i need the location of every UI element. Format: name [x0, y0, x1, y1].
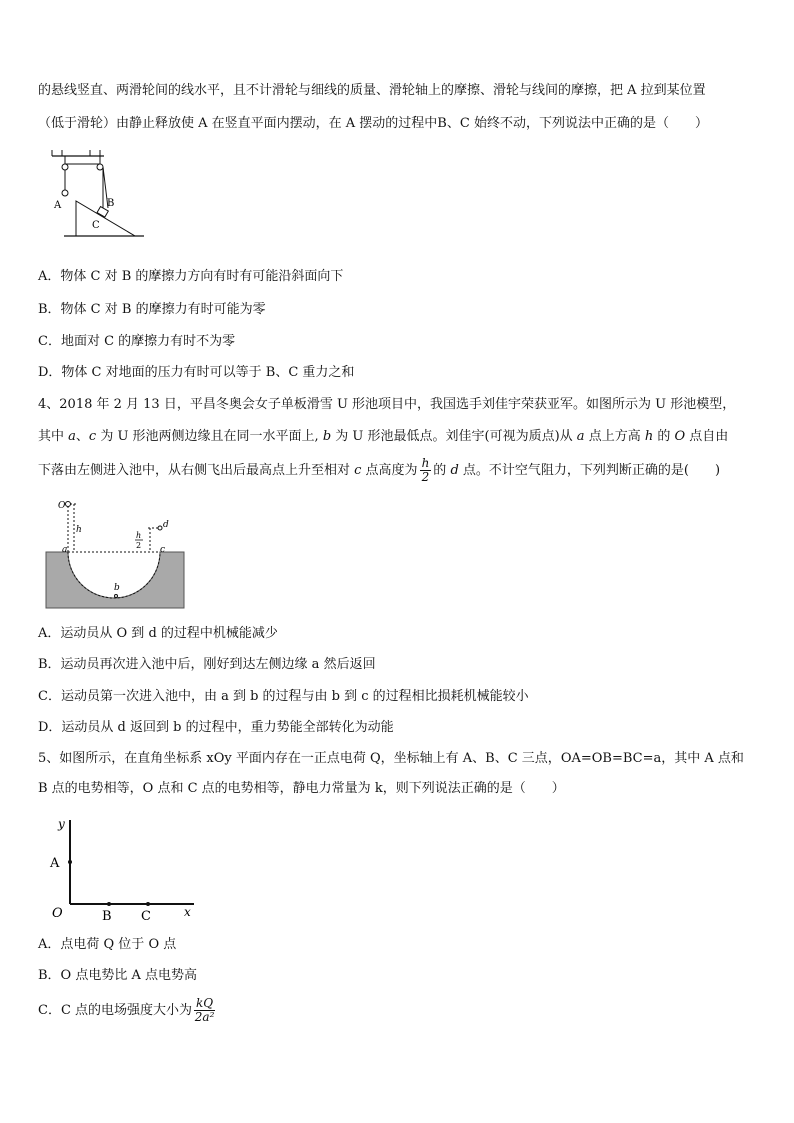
q3-stem-line2: （低于滑轮）由静止释放使 A 在竖直平面内摆动，在 A 摆动的过程中B、C 始终不动，下列说法中正确的是（ ）: [38, 116, 708, 131]
q4-figure-u-pool: [44, 494, 186, 610]
q5-option-a: A．点电荷 Q 位于 O 点: [38, 937, 177, 952]
q5-option-c: C．C 点的电场强度大小为 $\frac{kQ}{\text{2a²}}$: [38, 996, 215, 1024]
q4-stem-line3: 下落由左侧进入池中，从右侧飞出后最高点上升至相对 c 点高度为 $\frac{h}{2}$ 的 d 点。不计空气阻力，下列判断正确的是( ): [38, 456, 721, 484]
q5-label-a: A: [50, 856, 60, 871]
q4-label-o: O: [58, 501, 66, 511]
q4-label-h2-num: h: [136, 531, 142, 540]
q3-option-d: D．物体 C 对地面的压力有时可以等于 B、C 重力之和: [38, 365, 355, 380]
q3-figure-pulley-incline: [40, 148, 150, 243]
q4-label-d: d: [163, 520, 169, 530]
q5-label-c: C: [141, 909, 151, 924]
q4-option-a: A．运动员从 O 到 d 的过程中机械能减少: [38, 626, 278, 641]
q5-fraction-kq: $\frac{kQ}{\text{2a²}}$: [194, 996, 215, 1024]
q3-option-a: A．物体 C 对 B 的摩擦力方向有时有可能沿斜面向下: [38, 269, 344, 284]
q4-option-b: B．运动员再次进入池中后，刚好到达左侧边缘 a 然后返回: [38, 657, 376, 672]
q3-label-b: B: [107, 198, 115, 209]
q4-option-d: D．运动员从 d 返回到 b 的过程中，重力势能全部转化为动能: [38, 720, 394, 735]
q5-label-b: B: [102, 909, 112, 924]
q4-option-c: C．运动员第一次进入池中，由 a 到 b 的过程与由 b 到 c 的过程相比损耗机械能较小: [38, 689, 529, 704]
q5-option-b: B．O 点电势比 A 点电势高: [38, 968, 197, 983]
q5-label-x: x: [184, 905, 191, 919]
q4-stem-line2: 其中 a、c 为 U 形池两侧边缘且在同一水平面上, b 为 U 形池最低点。刘佳宇(可视为质点)从 a 点上方高 h 的 O 点自由: [38, 429, 729, 444]
q3-option-b: B．物体 C 对 B 的摩擦力有时可能为零: [38, 302, 266, 317]
q3-option-c: C．地面对 C 的摩擦力有时不为零: [38, 334, 236, 349]
q3-label-a: A: [54, 200, 62, 211]
q5-stem-line1: 5、如图所示，在直角坐标系 xOy 平面内存在一正点电荷 Q，坐标轴上有 A、B、C 三点，OA=OB=BC=a，其中 A 点和: [38, 751, 744, 766]
q5-label-y: y: [58, 817, 65, 831]
q4-label-b: b: [114, 583, 120, 593]
q4-label-c: c: [160, 545, 166, 555]
q5-stem-line2: B 点的电势相等，O 点和 C 点的电势相等，静电力常量为 k，则下列说法正确的是（ ）: [38, 781, 565, 796]
q4-label-a: a: [62, 545, 68, 555]
q4-stem-line1: 4、2018 年 2 月 13 日，平昌冬奥会女子单板滑雪 U 形池项目中，我国选手刘佳宇荣获亚军。如图所示为 U 形池模型，: [38, 397, 736, 412]
q4-fraction-h-over-2: $\frac{h}{2}$: [421, 456, 430, 484]
q3-stem-line1: 的悬线竖直、两滑轮间的线水平，且不计滑轮与细线的质量、滑轮轴上的摩擦、滑轮与线间的摩擦，把 A 拉到某位置: [38, 83, 706, 98]
q4-label-h2-den: 2: [136, 541, 142, 550]
q5-figure-coordinate-axes: [44, 812, 200, 924]
q3-label-c: C: [92, 220, 100, 231]
q4-label-h: h: [76, 525, 82, 535]
q5-label-o: O: [52, 906, 63, 921]
